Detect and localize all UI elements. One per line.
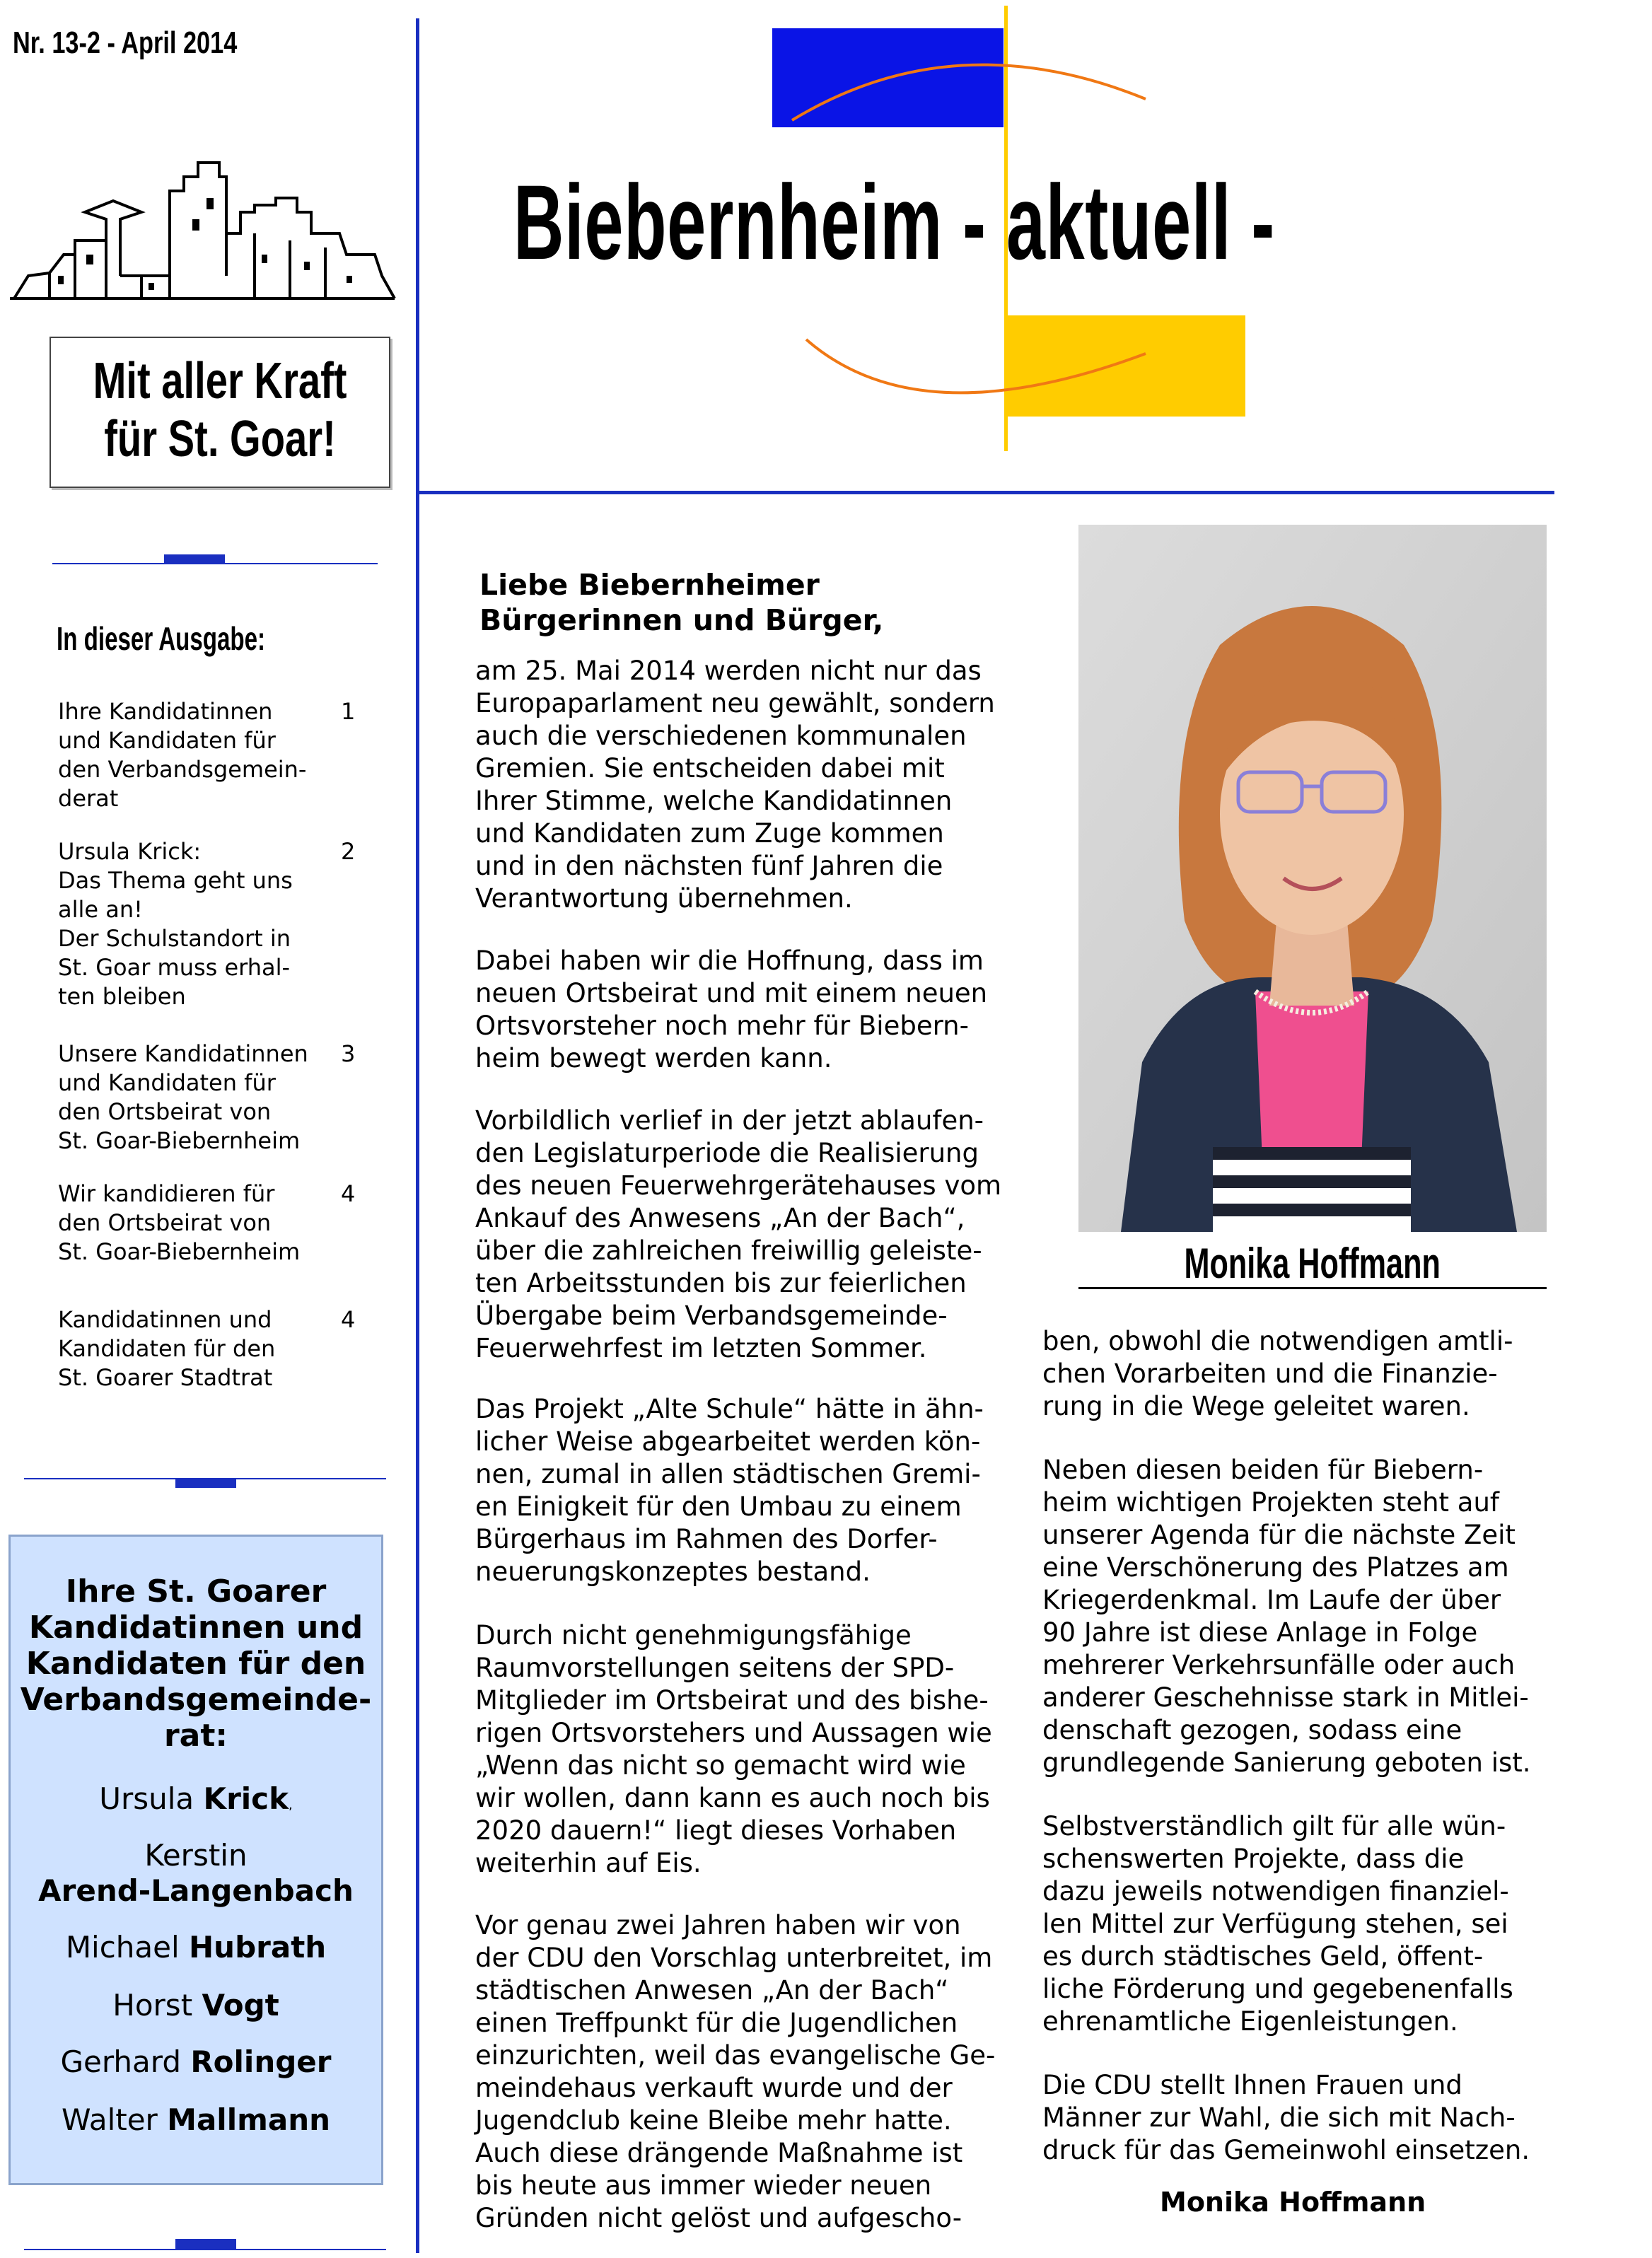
- toc-page-number: 3: [341, 1040, 356, 1067]
- toc-line: den Ortsbeirat von: [58, 1209, 272, 1236]
- toc-line: Der Schulstandort in: [58, 925, 291, 952]
- candidate-name: Kerstin Arend-Langenbach: [38, 1838, 354, 1908]
- article-paragraph: am 25. Mai 2014 werden nicht nur das Europaparlament neu gewählt, sondern auch die verschiedenen kommunalen Gremien. Sie entscheiden dabei mit Ihrer Stimme, welche Kandidatinnen und Kandidaten zum Zuge kommen und in den nächsten fünf Jahren die Verantwortung übernehmen.: [475, 656, 995, 914]
- caption-underline: [1078, 1287, 1547, 1289]
- article-paragraph: Neben diesen beiden für Biebern- heim wichtigen Projekten steht auf unserer Agenda für die nächste Zeit eine Verschönerung des Platzes am Kriegerdenkmal. Im Laufe der über 90 Jahre ist diese Anlage in Folge mehrerer Verkehrsunfälle oder auch anderer Geschehnisse stark in Mitlei- denschaft gezogen, sodass eine grundlegende Sanierung geboten ist.: [1042, 1455, 1531, 1778]
- toc-page-number: 1: [341, 698, 356, 725]
- toc-line: Ihre Kandidatinnen: [58, 698, 273, 725]
- toc-line: Das Thema geht uns: [58, 867, 293, 894]
- toc-line: Kandidaten für den: [58, 1335, 276, 1362]
- candidates-heading-line: Ihre St. Goarer: [65, 1573, 327, 1610]
- candidates-heading-line: Verbandsgemeinde-: [20, 1682, 372, 1718]
- toc-line: alle an!: [58, 896, 143, 923]
- candidates-box: [8, 1535, 383, 2185]
- candidate-name: Ursula Krick,: [99, 1781, 293, 1816]
- candidate-name: Michael Hubrath: [65, 1930, 327, 1965]
- toc-line: Kandidatinnen und: [58, 1306, 272, 1333]
- bottom-rule: [24, 2249, 386, 2250]
- article-paragraph: Die CDU stellt Ihnen Frauen und Männer zur Wahl, die sich mit Nach- druck für das Gemeinwohl einsetzen.: [1042, 2070, 1530, 2165]
- toc-page-number: 2: [341, 838, 356, 865]
- toc-line: St. Goar-Biebernheim: [58, 1238, 301, 1265]
- article-paragraph: Dabei haben wir die Hoffnung, dass im neuen Ortsbeirat und mit einem neuen Ortsvorsteher noch mehr für Biebern- heim bewegt werden kann.: [475, 945, 988, 1073]
- candidate-name: Gerhard Rolinger: [60, 2044, 332, 2079]
- candidate-name: Walter Mallmann: [61, 2102, 331, 2137]
- slogan-line-2: für St. Goar!: [104, 411, 336, 467]
- article-paragraph: Durch nicht genehmigungsfähige Raumvorstellungen seitens der SPD- Mitglieder im Ortsbeirat und des bishe- rigen Ortsvorstehers und Aussagen wie „Wenn das nicht so gemacht wird wie wir wollen, dann kann es auch noch bis 2020 dauern!“ liegt dieses Vorhaben weiterhin auf Eis.: [475, 1620, 992, 1878]
- toc-line: Ursula Krick:: [58, 838, 202, 865]
- portrait-photo: [1078, 525, 1547, 1232]
- toc-rule-bottom-mark: [175, 1478, 236, 1488]
- candidates-heading: [11, 1573, 381, 1754]
- toc-line: St. Goar-Biebernheim: [58, 1127, 301, 1154]
- slogan-box: [50, 337, 390, 488]
- candidates-heading-line: Kandidatinnen und: [28, 1610, 363, 1646]
- candidate-name: Horst Vogt: [112, 1988, 279, 2023]
- candidates-heading-line: rat:: [163, 1718, 228, 1754]
- toc-line: ten bleiben: [58, 983, 186, 1010]
- article-paragraph: Vor genau zwei Jahren haben wir von der CDU den Vorschlag unterbreitet, im städtischen Anwesen „An der Bach“ einen Treffpunkt für die Jugendlichen einzurichten, weil das evangelische Ge- meindehaus verkauft wurde und der Jugendclub keine Bleibe mehr hatte. Auch diese drängende Maßnahme ist bis heute aus immer wieder neuen Gründen nicht gelöst und aufgescho-: [475, 1910, 996, 2233]
- photo-caption: Monika Hoffmann: [1184, 1240, 1441, 1287]
- header-divider: [416, 491, 1554, 494]
- issue-number: Nr. 13-2 - April 2014: [13, 25, 238, 60]
- toc-page-number: 4: [341, 1306, 356, 1333]
- toc-line: und Kandidaten für: [58, 1069, 276, 1096]
- toc-line: derat: [58, 785, 119, 812]
- vertical-divider: [416, 18, 419, 2253]
- article-paragraph: Selbstverständlich gilt für alle wün- schenswerten Projekte, dass die dazu jeweils notwendigen finanziel- len Mittel zur Verfügung stehen, sei es durch städtisches Geld, öffent- liche Förderung und gegebenenfalls ehrenamtliche Eigenleistungen.: [1042, 1811, 1513, 2037]
- toc-line: den Ortsbeirat von: [58, 1098, 272, 1125]
- newsletter-title: Biebernheim - aktuell -: [513, 163, 1275, 281]
- bottom-rule-mark: [175, 2239, 236, 2249]
- toc-heading: In dieser Ausgabe:: [57, 620, 266, 657]
- toc-line: Unsere Kandidatinnen: [58, 1040, 308, 1067]
- toc-line: und Kandidaten für: [58, 727, 276, 754]
- toc-rule-top-mark: [164, 554, 225, 564]
- signature: Monika Hoffmann: [1160, 2187, 1426, 2218]
- toc-line: Wir kandidieren für: [58, 1180, 275, 1207]
- castle-logo: [7, 134, 397, 304]
- candidates-heading-line: Kandidaten für den: [25, 1646, 366, 1682]
- article-paragraph: ben, obwohl die notwendigen amtli- chen Vorarbeiten und die Finanzie- rung in die Wege geleitet waren.: [1042, 1326, 1513, 1421]
- toc-page-number: 4: [341, 1180, 356, 1207]
- article-paragraph: Vorbildlich verlief in der jetzt ablaufen- den Legislaturperiode die Realisierung des neuen Feuerwehrgerätehauses vom Ankauf des Anwesens „An der Bach“, über die zahlreichen freiwillig geleiste- ten Arbeitsstunden bis zur feierlichen Übergabe beim Verbandsgemeinde- Feuerwehrfest im letzten Sommer.: [475, 1105, 1002, 1363]
- toc-line: den Verbandsgemein-: [58, 756, 307, 783]
- toc-line: St. Goarer Stadtrat: [58, 1364, 273, 1391]
- slogan-line-1: Mit aller Kraft: [93, 353, 347, 409]
- article-paragraph: Das Projekt „Alte Schule“ hätte in ähn- licher Weise abgearbeitet werden kön- nen, zumal in allen städtischen Gremi- en Einigkeit für den Umbau zu einem Bürgerhaus im Rahmen des Dorfer- neuerungskonzeptes bestand.: [475, 1394, 984, 1587]
- greeting: Liebe Biebernheimer Bürgerinnen und Bürger,: [479, 568, 884, 637]
- toc-line: St. Goar muss erhal-: [58, 954, 291, 981]
